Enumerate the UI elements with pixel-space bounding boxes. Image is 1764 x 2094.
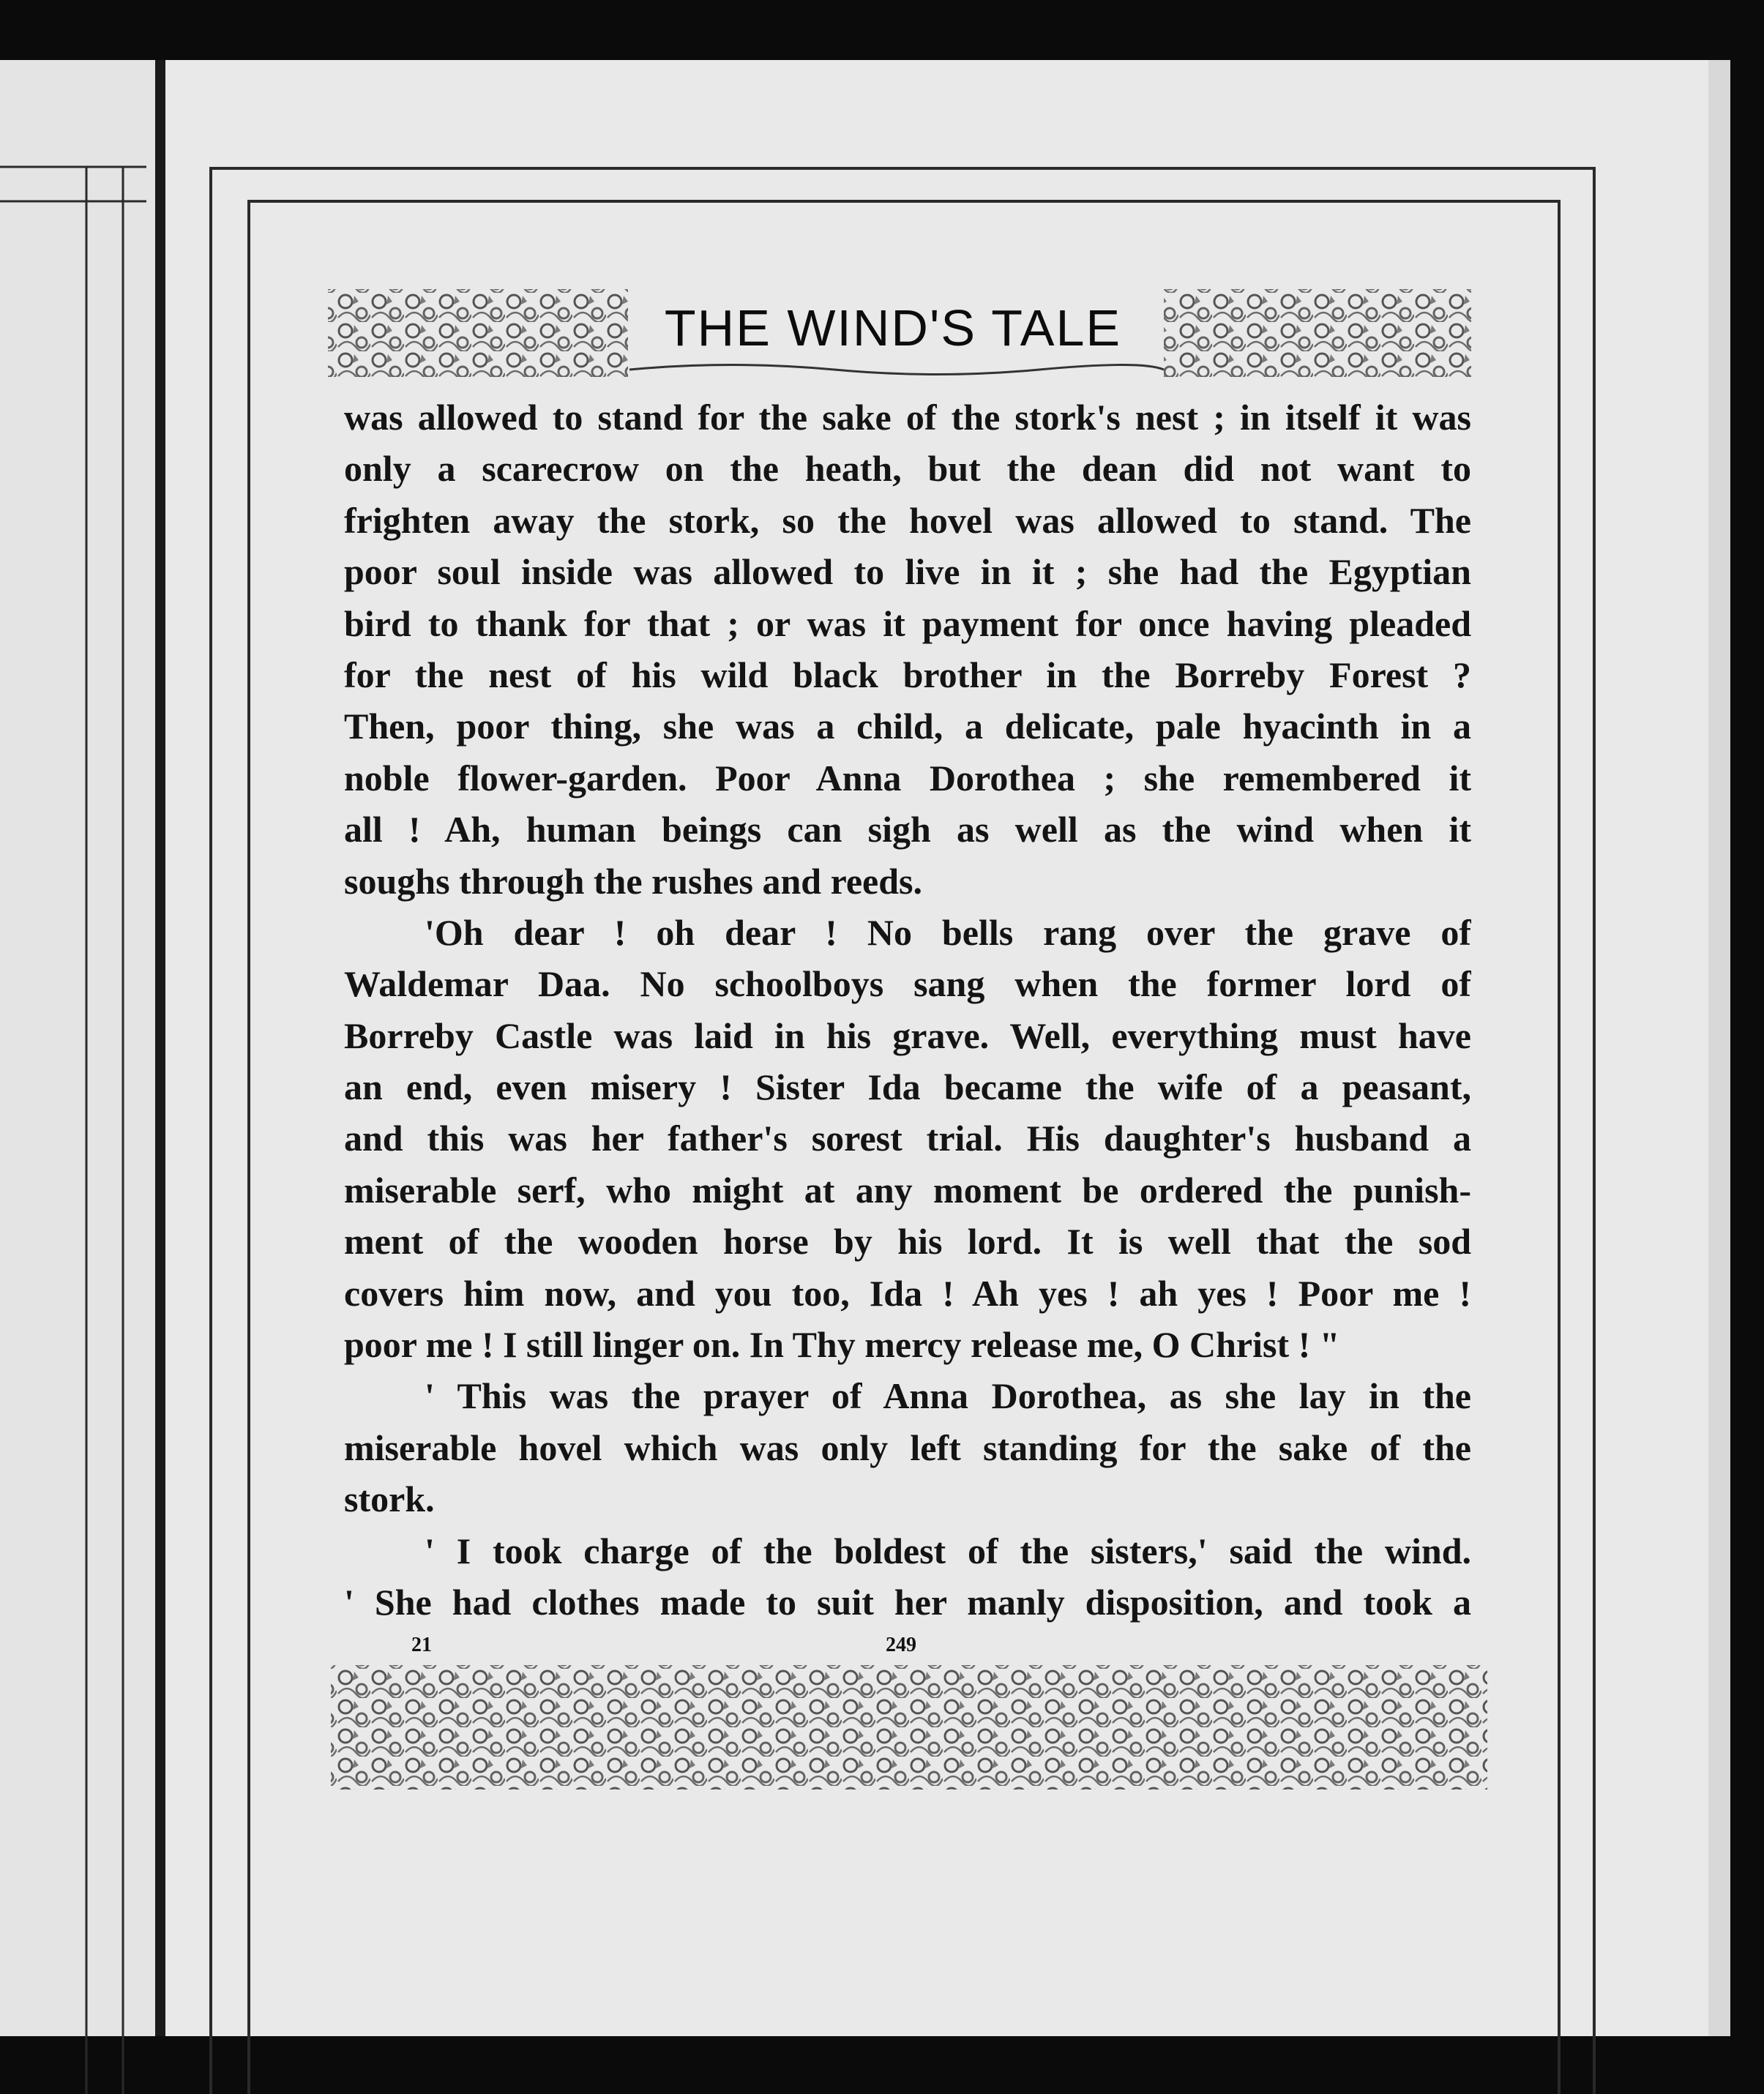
- text-line: Then, poor thing, she was a child, a delicate, pale hyacinth in a: [344, 706, 1471, 747]
- page-number: 249: [886, 1634, 916, 1656]
- text-line: Borreby Castle was laid in his grave. Well, everything must have: [344, 1014, 1471, 1056]
- text-line: stork.: [344, 1478, 435, 1520]
- body-text: [344, 392, 1471, 1628]
- text-line: poor me ! I still linger on. In Thy mercy release me, O Christ ! ": [344, 1324, 1340, 1366]
- text-line: was allowed to stand for the sake of the stork's nest ; in itself it was: [344, 397, 1471, 438]
- text-line: miserable serf, who might at any moment be ordered the punish-: [344, 1169, 1471, 1211]
- text-line: miserable hovel which was only left standing for the sake of the: [344, 1426, 1471, 1468]
- text-line: ' She had clothes made to suit her manly disposition, and took a: [344, 1581, 1471, 1623]
- text-line: ' I took charge of the boldest of the sisters,' said the wind.: [425, 1530, 1471, 1571]
- signature-mark: 21: [411, 1634, 432, 1656]
- text-line: an end, even misery ! Sister Ida became the wife of a peasant,: [344, 1066, 1471, 1108]
- text-line: frighten away the stork, so the hovel was allowed to stand. The: [344, 499, 1471, 541]
- text-line: 'Oh dear ! oh dear ! No bells rang over the grave of: [425, 911, 1471, 953]
- text-line: only a scarecrow on the heath, but the dean did not want to: [344, 448, 1471, 490]
- text-line: poor soul inside was allowed to live in it ; she had the Egyptian: [344, 551, 1471, 593]
- running-head: THE WIND'S TALE: [664, 299, 1122, 356]
- text-line: covers him now, and you too, Ida ! Ah yes ! ah yes ! Poor me !: [344, 1272, 1471, 1314]
- text-line: bird to thank for that ; or was it payment for once having pleaded: [344, 602, 1471, 644]
- text-line: all ! Ah, human beings can sigh as well as the wind when it: [344, 809, 1471, 850]
- text-line: soughs through the rushes and reeds.: [344, 860, 923, 902]
- text-line: ' This was the prayer of Anna Dorothea, as she lay in the: [425, 1375, 1471, 1417]
- text-line: for the nest of his wild black brother in the Borreby Forest ?: [344, 654, 1471, 695]
- text-line: and this was her father's sorest trial. His daughter's husband a: [344, 1118, 1471, 1159]
- text-line: ment of the wooden horse by his lord. It is well that the sod: [344, 1221, 1471, 1263]
- text-line: noble flower-garden. Poor Anna Dorothea ; she remembered it: [344, 757, 1471, 799]
- text-line: Waldemar Daa. No schoolboys sang when the former lord of: [344, 963, 1471, 1005]
- footer-ornament: [331, 1665, 1487, 1790]
- left-page-fragment: [0, 60, 161, 2036]
